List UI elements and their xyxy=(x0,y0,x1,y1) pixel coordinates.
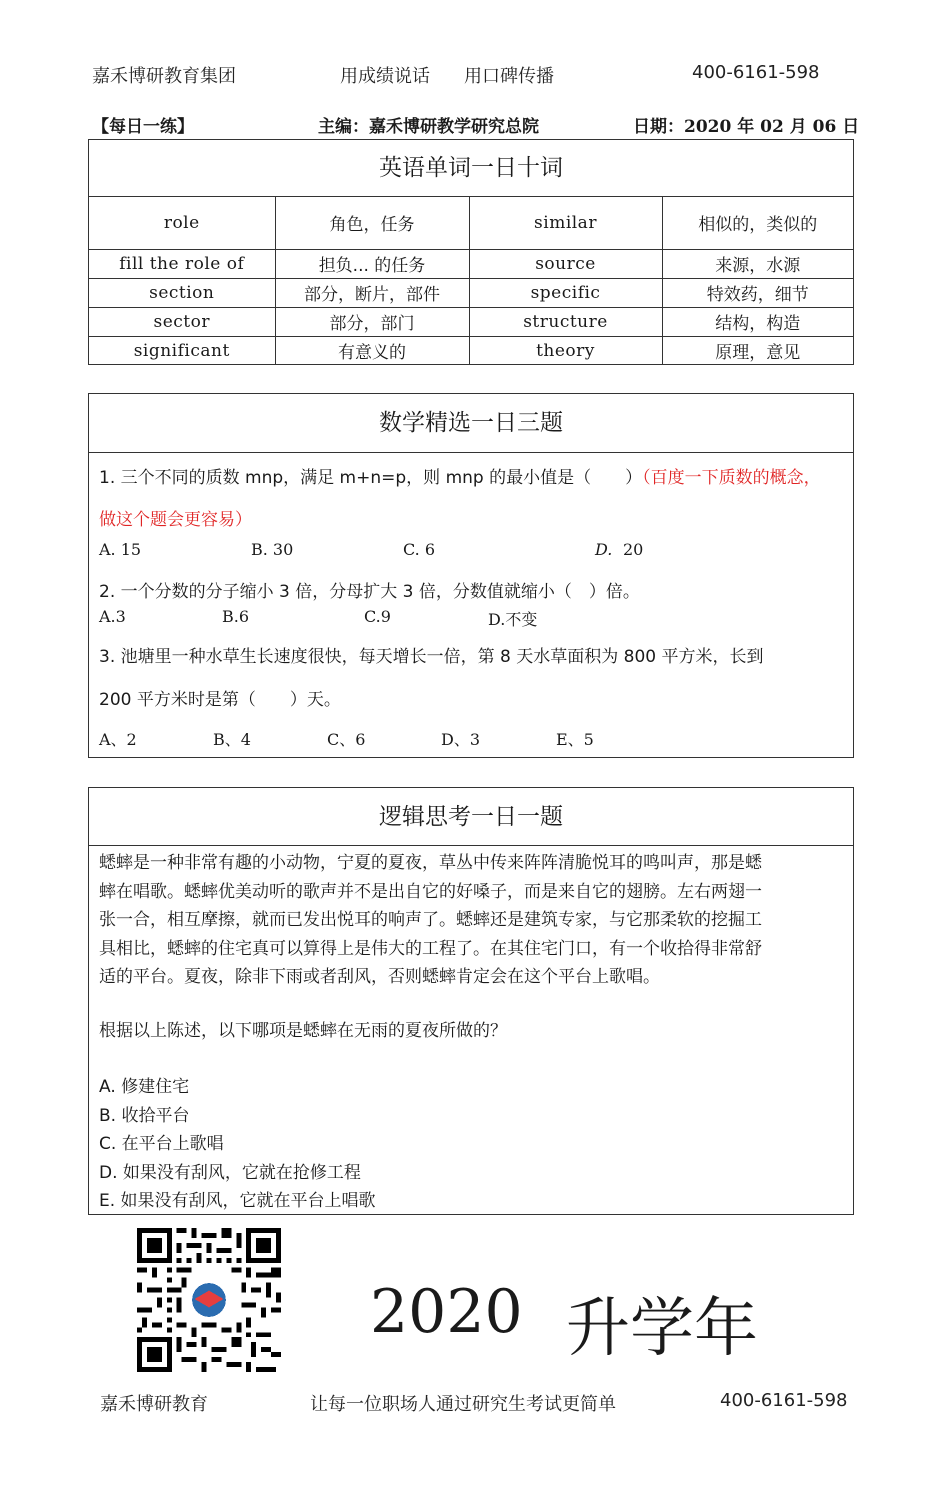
q3-option-d: D、3 xyxy=(441,730,481,749)
logic-option-c: C. 在平台上歌唱 xyxy=(99,1134,224,1154)
q1-option-d-value: 20 xyxy=(623,540,644,559)
logic-passage xyxy=(99,849,845,992)
passage-line: 具相比，蟋蟀的住宅真可以算得上是伟大的工程了。在其住宅门口，有一个收拾得非常舒 xyxy=(99,938,762,959)
header-slogan-1: 用成绩说话 xyxy=(340,66,430,87)
vocab-meaning: 原理，意见 xyxy=(662,336,853,365)
footer-phone: 400-6161-598 xyxy=(720,1390,848,1411)
vocab-word: source xyxy=(469,249,662,278)
math-question-1 xyxy=(99,463,821,488)
vocab-section xyxy=(88,139,854,365)
vocab-word: sector xyxy=(89,307,275,336)
q3-option-b: B、4 xyxy=(213,730,251,749)
question-1-hint: （百度一下质数的概念， xyxy=(642,468,821,488)
q3-option-a: A、2 xyxy=(99,730,137,749)
logic-options xyxy=(99,1073,845,1216)
daily-practice-label: 【每日一练】 xyxy=(92,117,194,137)
table-row xyxy=(89,307,853,336)
vocab-word: structure xyxy=(469,307,662,336)
logic-option-b: B. 收拾平台 xyxy=(99,1105,190,1126)
header-phone: 400-6161-598 xyxy=(692,62,820,83)
math-title: 数学精选一日三题 xyxy=(89,394,853,453)
passage-line: 适的平台。夏夜，除非下雨或者刮风，否则蟋蟀肯定会在这个平台上歌唱。 xyxy=(99,967,660,987)
question-1-hint-cont: 做这个题会更容易） xyxy=(99,510,252,530)
logic-option-a: A. 修建住宅 xyxy=(99,1077,190,1097)
vocab-word: section xyxy=(89,278,275,307)
vocab-meaning: 结构，构造 xyxy=(662,307,853,336)
logic-option-d: D. 如果没有刮风，它就在抢修工程 xyxy=(99,1162,361,1183)
vocab-word: specific xyxy=(469,278,662,307)
vocab-word: fill the role of xyxy=(89,249,275,278)
q2-option-d: D.不变 xyxy=(488,610,538,629)
q2-option-c: C.9 xyxy=(364,607,391,626)
date-label: 日期：2020 年 02 月 06 日 xyxy=(633,117,860,137)
vocab-meaning: 有意义的 xyxy=(275,336,469,365)
vocab-meaning: 角色，任务 xyxy=(275,197,469,249)
q3-option-c: C、6 xyxy=(327,730,366,749)
passage-line: 蟀在唱歌。蟋蟀优美动听的歌声并不是出自它的好嗓子，而是来自它的翅膀。左右两翅一 xyxy=(99,881,762,902)
q1-option-a: A. 15 xyxy=(99,540,142,559)
editor-label: 主编：嘉禾博研教学研究总院 xyxy=(318,117,539,137)
header-slogan-2: 用口碑传播 xyxy=(464,66,554,87)
vocab-word: theory xyxy=(469,336,662,365)
vocab-meaning: 部分，部门 xyxy=(275,307,469,336)
vocab-meaning: 担负... 的任务 xyxy=(275,249,469,278)
qr-code-icon xyxy=(137,1228,281,1372)
q3-option-e: E、5 xyxy=(556,730,594,749)
math-question-2: 2. 一个分数的分子缩小 3 倍，分母扩大 3 倍，分数值就缩小（ ）倍。 xyxy=(99,582,640,602)
table-row xyxy=(89,197,853,249)
vocab-word: role xyxy=(89,197,275,249)
vocab-word: similar xyxy=(469,197,662,249)
footer-org: 嘉禾博研教育 xyxy=(100,1394,208,1415)
q2-option-b: B.6 xyxy=(222,607,250,626)
vocab-meaning: 来源，水源 xyxy=(662,249,853,278)
vocab-meaning: 相似的，类似的 xyxy=(662,197,853,249)
logic-section xyxy=(88,787,854,1215)
q2-option-a: A.3 xyxy=(99,607,126,626)
q1-option-d: D. xyxy=(595,540,613,559)
vocab-meaning: 特效药，细节 xyxy=(662,278,853,307)
footer-slogan: 让每一位职场人通过研究生考试更简单 xyxy=(310,1394,616,1415)
passage-line: 蟋蟀是一种非常有趣的小动物，宁夏的夏夜，草丛中传来阵阵清脆悦耳的鸣叫声，那是蟋 xyxy=(99,853,762,873)
q1-option-c: C. 6 xyxy=(403,540,436,559)
question-1-text: 1. 三个不同的质数 mnp，满足 m+n=p，则 mnp 的最小值是（ ） xyxy=(99,468,643,488)
vocab-table xyxy=(89,197,853,365)
vocab-word: significant xyxy=(89,336,275,365)
banner-year: 2020 xyxy=(370,1277,523,1347)
vocab-title: 英语单词一日十词 xyxy=(89,140,853,197)
table-row xyxy=(89,336,853,365)
math-question-3: 3. 池塘里一种水草生长速度很快，每天增长一倍，第 8 天水草面积为 800 平方米，长到 xyxy=(99,647,764,667)
math-section xyxy=(88,393,854,758)
logic-title: 逻辑思考一日一题 xyxy=(89,788,853,846)
table-row xyxy=(89,249,853,278)
header-org: 嘉禾博研教育集团 xyxy=(92,66,236,87)
vocab-meaning: 部分，断片，部件 xyxy=(275,278,469,307)
passage-line: 张一合，相互摩擦，就而已发出悦耳的响声了。蟋蟀还是建筑专家，与它那柔软的挖掘工 xyxy=(99,910,762,930)
logic-question: 根据以上陈述，以下哪项是蟋蟀在无雨的夏夜所做的？ xyxy=(99,1021,507,1041)
q1-option-b: B. 30 xyxy=(251,540,294,559)
table-row xyxy=(89,278,853,307)
logic-option-e: E. 如果没有刮风，它就在平台上唱歌 xyxy=(99,1191,376,1211)
banner-text: 升学年 xyxy=(566,1292,758,1366)
math-question-3-cont: 200 平方米时是第（ ）天。 xyxy=(99,690,341,710)
